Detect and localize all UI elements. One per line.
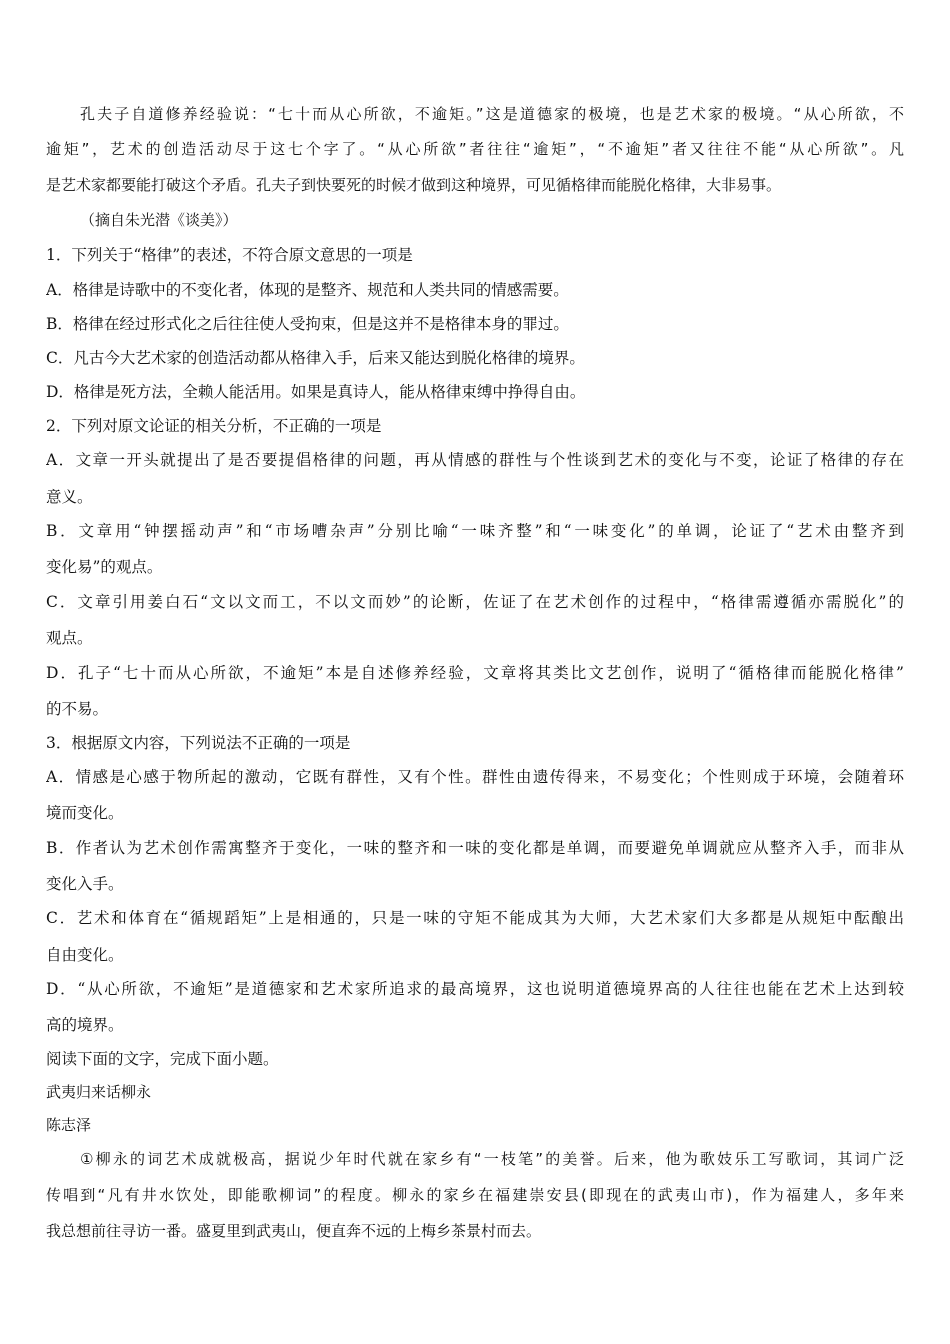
q3-option-d-line-1: D．“从心所欲，不逾矩”是道德家和艺术家所追求的最高境界，这也说明道德境界高的人往往也能在艺术上达到较: [46, 980, 904, 998]
article-line-2: 传唱到“凡有井水饮处，即能歌柳词”的程度。柳永的家乡在福建崇安县(即现在的武夷山市)，作为福建人，多年来: [46, 1186, 904, 1204]
q2-option-b-line-2: 变化易”的观点。: [46, 558, 163, 576]
q2-option-d-line-1: D．孔子“七十而从心所欲，不逾矩”本是自述修养经验，文章将其类比文艺创作，说明了“循格律而能脱化格律”: [46, 664, 904, 682]
q3-option-c-line-1: C．艺术和体育在“循规蹈矩”上是相通的，只是一味的守矩不能成其为大师，大艺术家们大多都是从规矩中酝酿出: [46, 909, 904, 927]
q3-option-c-line-2: 自由变化。: [46, 946, 124, 964]
q3-option-a-line-2: 境而变化。: [46, 804, 124, 822]
passage1-line-2: 逾矩”，艺术的创造活动尽于这七个字了。“从心所欲”者往往“逾矩”，“不逾矩”者又往往不能“从心所欲”。凡: [46, 140, 904, 158]
question-3-stem: 3．根据原文内容，下列说法不正确的一项是: [46, 734, 351, 752]
q1-option-b: B．格律在经过形式化之后往往使人受拘束，但是这并不是格律本身的罪过。: [46, 315, 569, 333]
q2-option-d-line-2: 的不易。: [46, 700, 109, 718]
question-1-stem: 1．下列关于“格律”的表述，不符合原文意思的一项是: [46, 246, 413, 264]
q3-option-a-line-1: A．情感是心感于物所起的激动，它既有群性，又有个性。群性由遗传得来，不易变化；个性则成于环境，会随着环: [46, 768, 904, 786]
q2-option-a-line-1: A．文章一开头就提出了是否要提倡格律的问题，再从情感的群性与个性谈到艺术的变化与不变，论证了格律的存在: [46, 451, 904, 469]
q2-option-c-line-2: 观点。: [46, 629, 93, 647]
reading-instruction: 阅读下面的文字，完成下面小题。: [46, 1050, 279, 1068]
article-line-3: 我总想前往寻访一番。盛夏里到武夷山，便直奔不远的上梅乡茶景村而去。: [46, 1222, 542, 1240]
q3-option-b-line-2: 变化入手。: [46, 875, 124, 893]
q2-option-a-line-2: 意义。: [46, 488, 93, 506]
question-2-stem: 2．下列对原文论证的相关分析，不正确的一项是: [46, 417, 382, 435]
article-author: 陈志泽: [46, 1116, 92, 1134]
article-title: 武夷归来话柳永: [46, 1083, 152, 1101]
q3-option-d-line-2: 高的境界。: [46, 1016, 124, 1034]
passage1-line-3: 是艺术家都要能打破这个矛盾。孔夫子到快要死的时候才做到这种境界，可见循格律而能脱化格律，大非易事。: [46, 176, 782, 194]
q2-option-b-line-1: B．文章用“钟摆摇动声”和“市场嘈杂声”分别比喻“一味齐整”和“一味变化”的单调，论证了“艺术由整齐到: [46, 522, 904, 540]
article-line-1: ①柳永的词艺术成就极高，据说少年时代就在家乡有“一枝笔”的美誉。后来，他为歌妓乐工写歌词，其词广泛: [80, 1150, 904, 1168]
q1-option-d: D．格律是死方法，全赖人能活用。如果是真诗人，能从格律束缚中挣得自由。: [46, 383, 586, 401]
passage1-line-1: 孔夫子自道修养经验说：“七十而从心所欲，不逾矩。”这是道德家的极境，也是艺术家的极境。“从心所欲，不: [80, 105, 904, 123]
passage1-source: （摘自朱光潜《谈美》）: [80, 211, 238, 229]
q3-option-b-line-1: B．作者认为艺术创作需寓整齐于变化，一味的整齐和一味的变化都是单调，而要避免单调就应从整齐入手，而非从: [46, 839, 904, 857]
q2-option-c-line-1: C．文章引用姜白石“文以文而工，不以文而妙”的论断，佐证了在艺术创作的过程中，“格律需遵循亦需脱化”的: [46, 593, 904, 611]
q1-option-a: A．格律是诗歌中的不变化者，体现的是整齐、规范和人类共同的情感需要。: [46, 281, 569, 299]
q1-option-c: C．凡古今大艺术家的创造活动都从格律入手，后来又能达到脱化格律的境界。: [46, 349, 585, 367]
